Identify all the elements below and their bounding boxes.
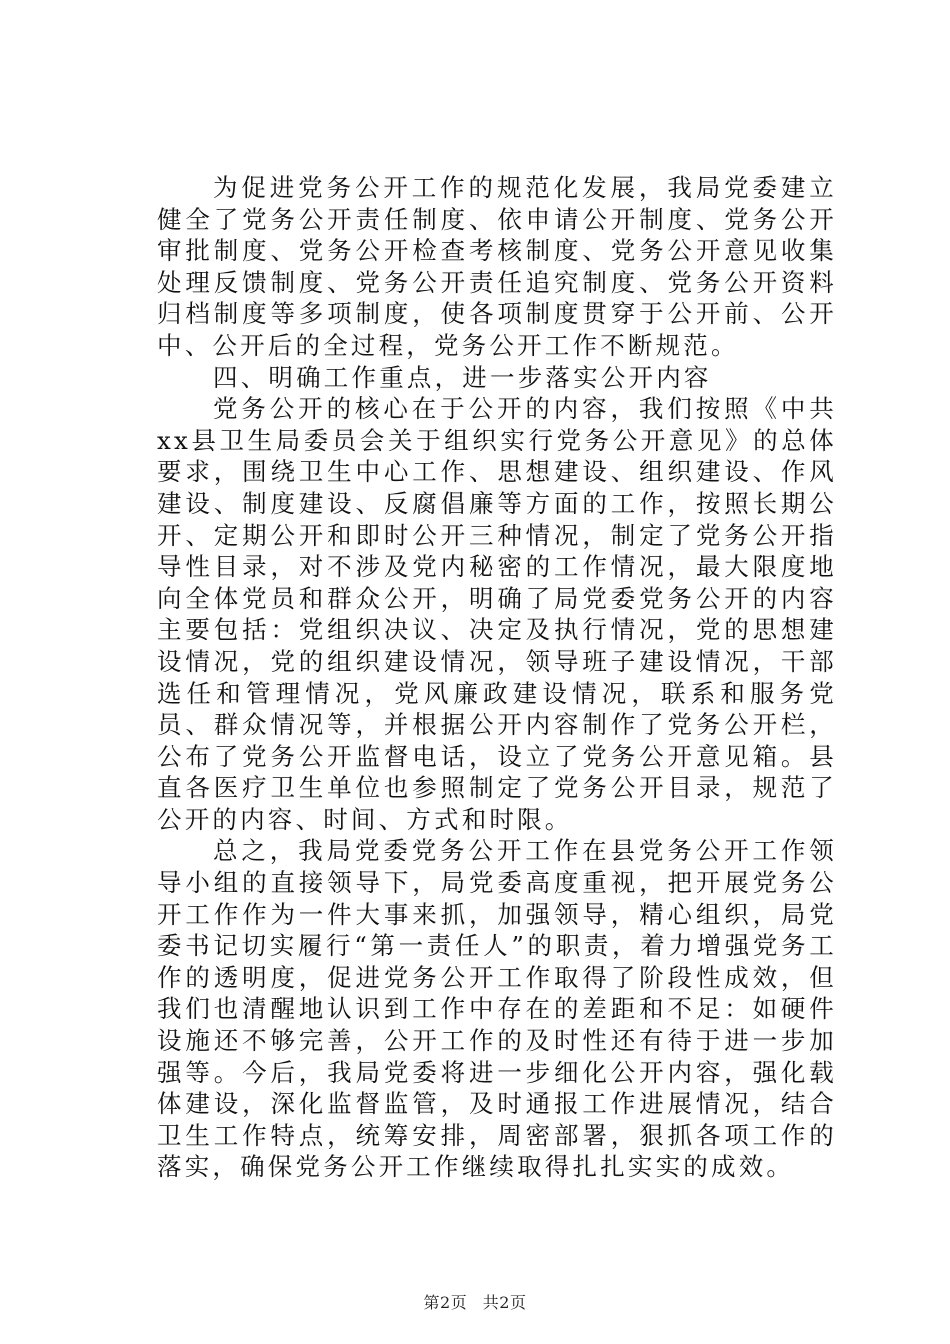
paragraph-disclosure-content: 党务公开的核心在于公开的内容，我们按照《中共xx县卫生局委员会关于组织实行党务公开意见》的总体要求，围绕卫生中心工作、思想建设、组织建设、作风建设、制度建设、反腐倡廉等方面的工作，按照长期公开、定期公开和即时公开三种情况，制定了党务公开指导性目录，对不涉及党内秘密的工作情况，最大限度地向全体党员和群众公开，明确了局党委党务公开的内容主要包括：党组织决议、决定及执行情况，党的思想建设情况，党的组织建设情况，领导班子建设情况，干部选任和管理情况，党风廉政建设情况，联系和服务党员、群众情况等，并根据公开内容制作了党务公开栏，公布了党务公开监督电话，设立了党务公开意见箱。县直各医疗卫生单位也参照制定了党务公开目录，规范了公开的内容、时间、方式和时限。 bbox=[157, 394, 837, 834]
paragraph-summary: 总之，我局党委党务公开工作在县党务公开工作领导小组的直接领导下，局党委高度重视，把开展党务公开工作作为一件大事来抓，加强领导，精心组织，局党委书记切实履行“第一责任人”的职责，着力增强党务工作的透明度，促进党务公开工作取得了阶段性成效，但我们也清醒地认识到工作中存在的差距和不足：如硬件设施还不够完善，公开工作的及时性还有待于进一步加强等。今后，我局党委将进一步细化公开内容，强化载体建设，深化监督监管，及时通报工作进展情况，结合卫生工作特点，统筹安排，周密部署，狠抓各项工作的落实，确保党务公开工作继续取得扎扎实实的成效。 bbox=[157, 836, 837, 1182]
document-body bbox=[157, 172, 837, 1183]
page-total: 共2页 bbox=[482, 1293, 527, 1312]
paragraph-regulations: 为促进党务公开工作的规范化发展，我局党委建立健全了党务公开责任制度、依申请公开制度、党务公开审批制度、党务公开检查考核制度、党务公开意见收集处理反馈制度、党务公开责任追究制度、党务公开资料归档制度等多项制度，使各项制度贯穿于公开前、公开中、公开后的全过程，党务公开工作不断规范。 bbox=[157, 173, 837, 360]
page-number: 第2页 bbox=[423, 1293, 468, 1312]
section-heading-four: 四、明确工作重点，进一步落实公开内容 bbox=[213, 362, 712, 392]
page-footer bbox=[0, 1293, 950, 1313]
